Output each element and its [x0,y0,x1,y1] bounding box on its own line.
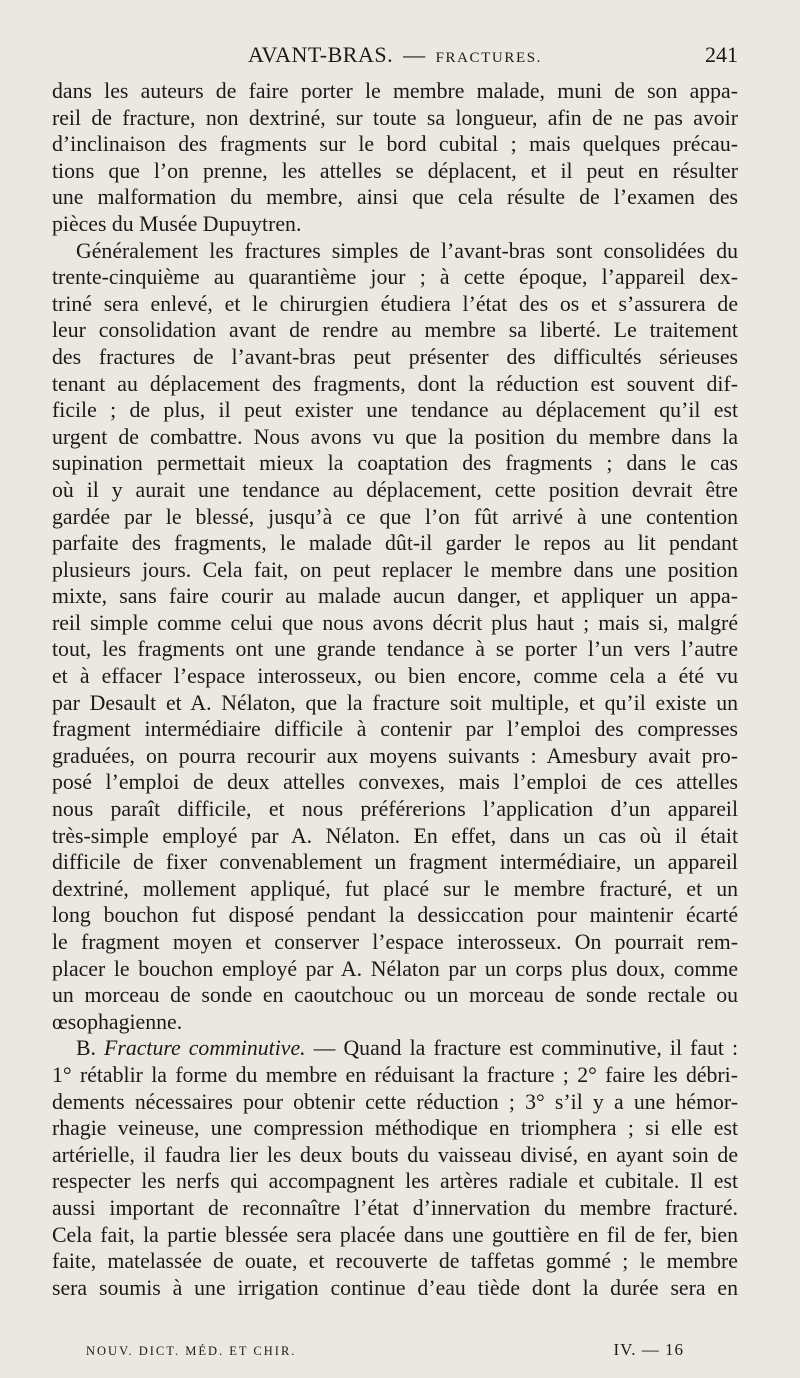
text-line: Cela fait, la partie blessée sera placée dans une gouttière en fil de fer, bien [52,1222,738,1247]
text-line: dans les auteurs de faire porter le membre malade, muni de son appa- [52,79,738,103]
text-line: urgent de combattre. Nous avons vu que la position du membre dans la [52,424,738,449]
text-line: où il y aurait une tendance au déplacement, cette position devrait être [52,477,738,502]
text-line: dements nécessaires pour obtenir cette réduction ; 3° s’il y a une hémor- [52,1089,738,1114]
text-line: tenant au déplacement des fragments, dont la réduction est souvent dif- [52,371,738,396]
text-line: pièces du Musée Dupuytren. [52,211,302,236]
text-line: très-simple employé par A. Nélaton. En effet, dans un cas où il était [52,823,738,848]
text-line: des fractures de l’avant-bras peut présenter des difficultés sérieuses [52,344,738,369]
text-line: difficile de fixer convenablement un fragment intermédiaire, un appareil [52,850,738,875]
text-line: 1° rétablir la forme du membre en réduisant la fracture ; 2° faire les débri- [52,1062,738,1087]
section-heading: Fracture comminutive. [104,1036,306,1061]
text-line: reil simple comme celui que nous avons décrit plus haut ; mais si, malgré [52,610,738,635]
running-title [52,42,738,68]
page-footer [86,1340,738,1364]
text-line: parfaite des fragments, le malade dût-il garder le repos au lit pendant [52,531,738,556]
text-line: leur consolidation avant de rendre au membre sa liberté. Le traitement [52,318,738,343]
page-body [52,78,738,1301]
text-line: dextriné, mollement appliqué, fut placé sur le membre fracturé, et un [52,876,738,901]
text-line: plusieurs jours. Cela fait, on peut replacer le membre dans une position [52,557,738,582]
text-line: œsophagienne. [52,1009,183,1034]
footer-signature: NOUV. DICT. MÉD. ET CHIR. [86,1344,297,1358]
text-line: tout, les fragments ont une grande tendance à se porter l’un vers l’autre [52,637,738,662]
text-line: rhagie veineuse, une compression méthodique en triomphera ; si elle est [52,1116,738,1141]
text-line: placer le bouchon employé par A. Nélaton par un corps plus doux, comme [52,956,738,981]
text-line: aussi important de reconnaître l’état d’innervation du membre fracturé. [52,1195,738,1220]
text-line: trente-cinquième au quarantième jour ; à cette époque, l’appareil dex- [52,265,738,290]
footer-volume: IV. — 16 [613,1340,684,1359]
page-number: 241 [705,42,738,67]
text-line: fragment intermédiaire difficile à contenir par l’emploi des compresses [52,717,738,742]
heading-rest: — Quand la fracture est comminutive, il faut : [305,1036,739,1061]
text-line: Généralement les fractures simples de l’avant-bras sont consolidées du [76,238,738,263]
text-line: supination permettait mieux la coaptation des fragments ; dans le cas [52,451,738,476]
text-line: d’inclinaison des fragments sur le bord cubital ; mais quelques précau- [52,132,738,157]
text-line: long bouchon fut disposé pendant la dessiccation pour maintenir écarté [52,903,738,928]
text-line: reil de fracture, non dextriné, sur toute sa longueur, afin de ne pas avoir [52,105,738,130]
paragraph-2 [52,238,738,1036]
text-line: sera soumis à une irrigation continue d’eau tiède dont la durée sera en [52,1275,738,1300]
paragraph-1 [52,78,738,238]
text-line-first [52,1035,738,1062]
header-title: AVANT-BRAS. [247,42,394,67]
running-header [52,42,738,72]
header-section: FRACTURES. [435,50,543,66]
text-line: faite, matelassée de ouate, et recouverte de taffetas gommé ; le membre [52,1249,738,1274]
text-line: une malformation du membre, ainsi que cela résulte de l’examen des [52,185,738,210]
text-line: triné sera enlevé, et le chirurgien étudiera l’état des os et s’assurera de [52,291,738,316]
text-line: nous paraît difficile, et nous préférerions l’application d’un appareil [52,797,738,822]
section-label: B. [76,1036,96,1061]
text-line: graduées, on pourra recourir aux moyens suivants : Amesbury avait pro- [52,743,738,768]
text-line: par Desault et A. Nélaton, que la fracture soit multiple, et qu’il existe un [52,690,738,715]
text-line: respecter les nerfs qui accompagnent les artères radiale et cubitale. Il est [52,1169,738,1194]
text-line: mixte, sans faire courir au malade aucun danger, et appliquer un appa- [52,584,738,609]
text-line: posé l’emploi de deux attelles convexes, mais l’emploi de ces attelles [52,770,738,795]
text-line: ficile ; de plus, il peut exister une tendance au déplacement qu’il est [52,398,738,423]
text-line: artérielle, il faudra lier les deux bouts du vaisseau divisé, en ayant soin de [52,1142,738,1167]
text-line: tions que l’on prenne, les attelles se déplacent, et il peut en résulter [52,158,738,183]
header-dash: — [403,42,426,67]
text-line: le fragment moyen et conserver l’espace interosseux. On pourrait rem- [52,930,738,954]
text-line: et à effacer l’espace interosseux, ou bien encore, comme cela a été vu [52,664,738,689]
text-line: gardée par le blessé, jusqu’à ce que l’on fût arrivé à une contention [52,504,738,529]
paragraph-3 [52,1035,738,1301]
text-line: un morceau de sonde en caoutchouc ou un morceau de sonde rectale ou [52,983,738,1008]
